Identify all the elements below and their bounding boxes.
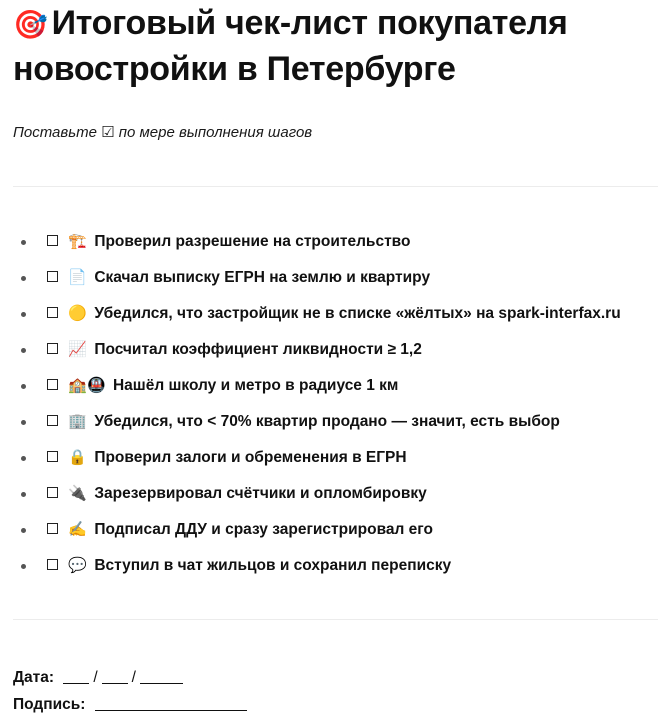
- checklist-item-label: Нашёл школу и метро в радиусе 1 км: [112, 377, 399, 394]
- bullet-icon: [21, 312, 26, 317]
- checkbox-empty-icon[interactable]: [47, 235, 58, 246]
- checklist-item-label: Убедился, что < 70% квартир продано — значит, есть выбор: [94, 413, 560, 430]
- checklist-item[interactable]: [13, 224, 658, 260]
- date-label: Дата:: [13, 669, 55, 686]
- checklist-item[interactable]: [13, 512, 658, 548]
- signature-blank[interactable]: [95, 695, 247, 711]
- checklist-item[interactable]: [13, 404, 658, 440]
- date-day-blank[interactable]: [63, 668, 89, 684]
- date-separator: /: [131, 669, 136, 686]
- checklist: [13, 224, 658, 584]
- bullet-icon: [21, 348, 26, 353]
- bullet-icon: [21, 456, 26, 461]
- date-year-blank[interactable]: [140, 668, 183, 684]
- yellow-circle-icon: 🟡: [68, 305, 87, 322]
- bullet-icon: [21, 564, 26, 569]
- lock-icon: 🔒: [68, 449, 87, 466]
- bullet-icon: [21, 240, 26, 245]
- school-and-metro-icon: 🏫🚇: [68, 377, 106, 394]
- checkbox-empty-icon[interactable]: [47, 379, 58, 390]
- checklist-item[interactable]: [13, 260, 658, 296]
- checkbox-empty-icon[interactable]: [47, 415, 58, 426]
- date-line: [13, 664, 247, 691]
- bullet-icon: [21, 420, 26, 425]
- chart-increasing-icon: 📈: [68, 341, 87, 358]
- checkbox-empty-icon[interactable]: [47, 559, 58, 570]
- checklist-item-label: Зарезервировал счётчики и опломбировку: [94, 485, 427, 502]
- checklist-item-label: Проверил разрешение на строительство: [94, 233, 411, 250]
- document-page-icon: 📄: [68, 269, 87, 286]
- checklist-item-label: Проверил залоги и обременения в ЕГРН: [94, 449, 407, 466]
- checklist-item[interactable]: [13, 332, 658, 368]
- checklist-item-label: Убедился, что застройщик не в списке «жёлтых» на spark-interfax.ru: [94, 305, 621, 322]
- page-title: [13, 1, 653, 91]
- checklist-item[interactable]: [13, 548, 658, 584]
- checklist-item-label: Посчитал коэффициент ликвидности ≥ 1,2: [94, 341, 422, 358]
- divider-top: [13, 186, 658, 187]
- target-dart-icon: 🎯: [13, 9, 48, 40]
- checkbox-empty-icon[interactable]: [47, 307, 58, 318]
- speech-bubble-icon: 💬: [68, 557, 87, 574]
- checkbox-empty-icon[interactable]: [47, 451, 58, 462]
- bullet-icon: [21, 528, 26, 533]
- signature-line: [13, 691, 247, 718]
- checkbox-empty-icon[interactable]: [47, 271, 58, 282]
- bullet-icon: [21, 492, 26, 497]
- date-month-blank[interactable]: [102, 668, 128, 684]
- checklist-item[interactable]: [13, 296, 658, 332]
- checkbox-empty-icon[interactable]: [47, 487, 58, 498]
- checklist-item[interactable]: [13, 440, 658, 476]
- divider-bottom: [13, 619, 658, 620]
- electric-plug-icon: 🔌: [68, 485, 87, 502]
- signoff-block: [13, 664, 247, 718]
- date-separator: /: [93, 669, 98, 686]
- bullet-icon: [21, 384, 26, 389]
- writing-hand-icon: ✍️: [68, 521, 87, 538]
- construction-crane-icon: 🏗️: [68, 233, 87, 250]
- signature-label: Подпись:: [13, 696, 86, 713]
- checklist-item[interactable]: [13, 368, 658, 404]
- bullet-icon: [21, 276, 26, 281]
- checklist-item-label: Подписал ДДУ и сразу зарегистрировал его: [94, 521, 434, 538]
- checkbox-empty-icon[interactable]: [47, 523, 58, 534]
- checkbox-empty-icon[interactable]: [47, 343, 58, 354]
- checklist-item-label: Скачал выписку ЕГРН на землю и квартиру: [94, 269, 431, 286]
- instruction-subtitle: Поставьте ☑ по мере выполнения шагов: [13, 124, 313, 141]
- office-building-icon: 🏢: [68, 413, 87, 430]
- page-title-text: Итоговый чек-лист покупателя новостройки в Петербурге: [13, 4, 568, 88]
- checklist-item-label: Вступил в чат жильцов и сохранил переписку: [94, 557, 452, 574]
- checklist-item[interactable]: [13, 476, 658, 512]
